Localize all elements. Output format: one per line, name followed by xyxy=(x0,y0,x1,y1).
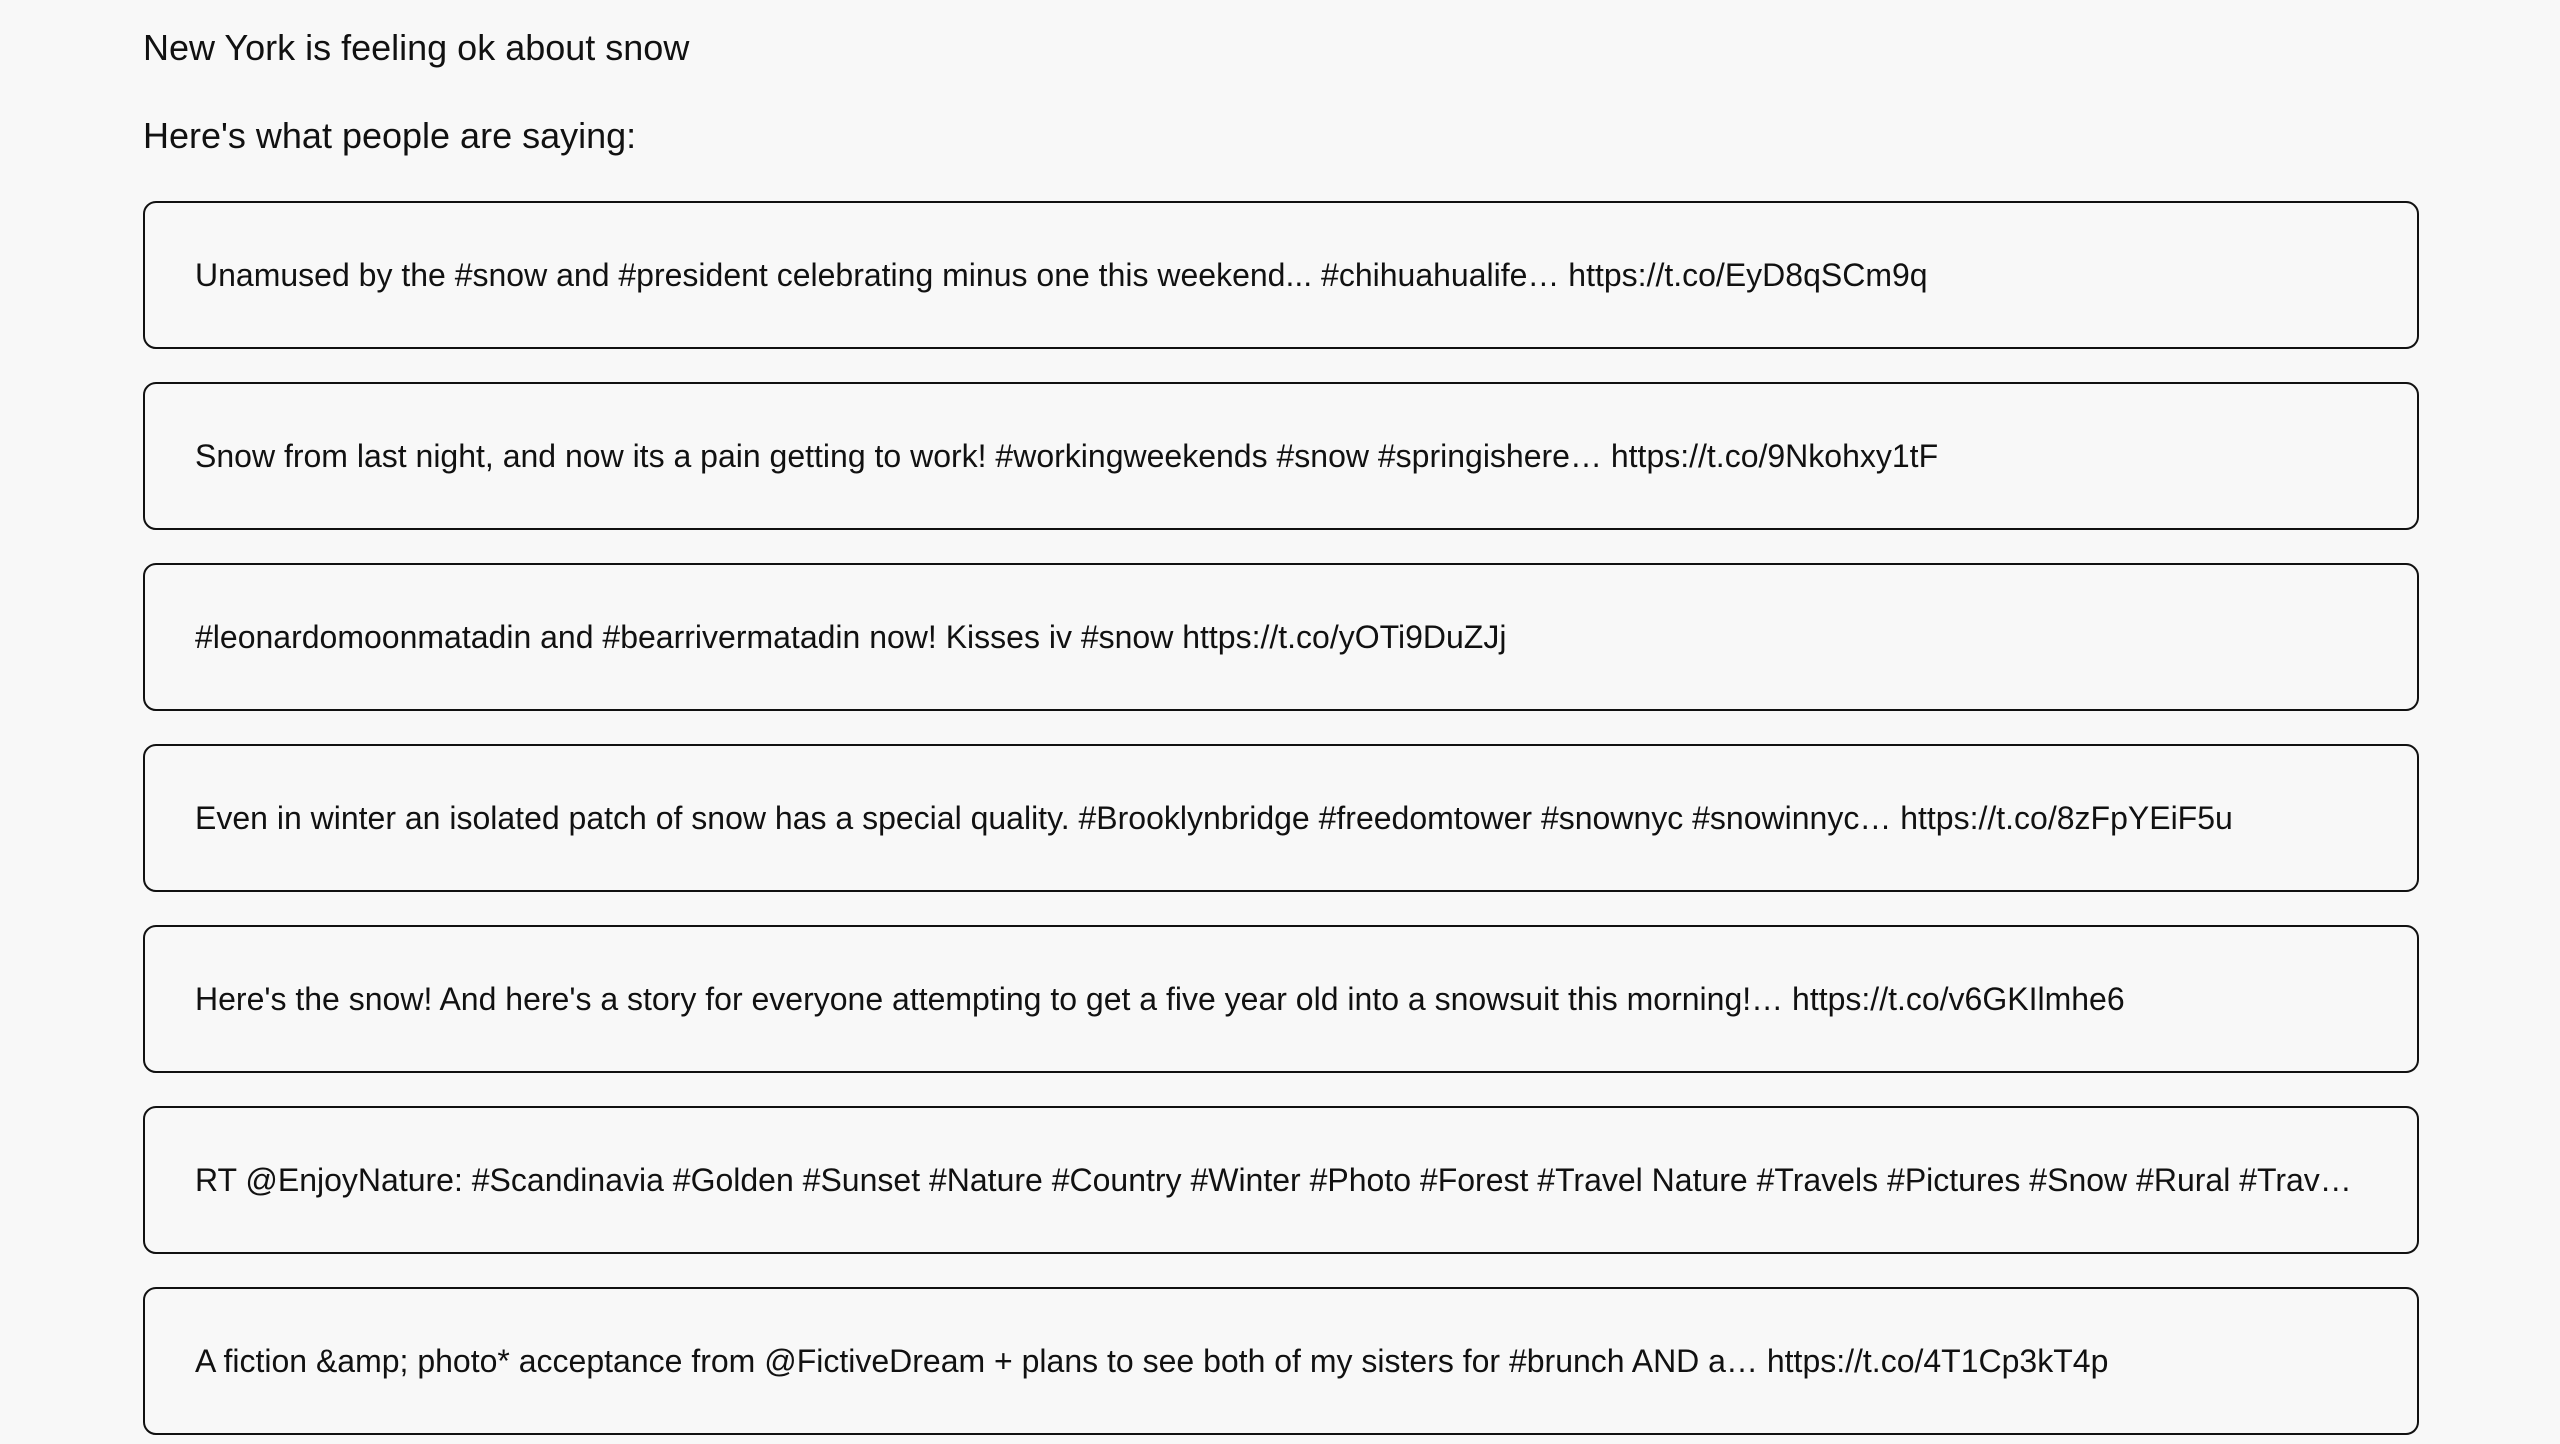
tweet-card xyxy=(143,1287,2419,1435)
tweet-card xyxy=(143,744,2419,892)
tweet-card xyxy=(143,201,2419,349)
tweet-text: #leonardomoonmatadin and #bearrivermatadin now! Kisses iv #snow https://t.co/yOTi9DuZJj xyxy=(195,619,1507,655)
tweet-text: Even in winter an isolated patch of snow has a special quality. #Brooklynbridge #freedomtower #snownyc #snowinnyc… https://t.co/8zFpYEiF5u xyxy=(195,800,2233,836)
tweet-card xyxy=(143,382,2419,530)
tweet-list xyxy=(143,201,2419,1444)
tweet-text: A fiction &amp; photo* acceptance from @FictiveDream + plans to see both of my sisters for #brunch AND a… https://t.co/4T1Cp3kT4p xyxy=(195,1343,2109,1379)
tweet-card xyxy=(143,925,2419,1073)
page-title: New York is feeling ok about snow xyxy=(143,27,690,68)
tweet-text: Snow from last night, and now its a pain getting to work! #workingweekends #snow #springishere… https://t.co/9Nkohxy1tF xyxy=(195,438,1939,474)
tweet-card xyxy=(143,563,2419,711)
tweet-text: Unamused by the #snow and #president celebrating minus one this weekend... #chihuahualife… https://t.co/EyD8qSCm9q xyxy=(195,257,1928,293)
tweet-text: RT @EnjoyNature: #Scandinavia #Golden #Sunset #Nature #Country #Winter #Photo #Forest #Travel Nature #Travels #Pictures #Snow #Rural #Trav… xyxy=(195,1162,2352,1198)
tweet-card xyxy=(143,1106,2419,1254)
tweet-text: Here's the snow! And here's a story for everyone attempting to get a five year old into a snowsuit this morning!… https://t.co/v6GKIlmhe6 xyxy=(195,981,2125,1017)
section-subtitle: Here's what people are saying: xyxy=(143,115,637,156)
